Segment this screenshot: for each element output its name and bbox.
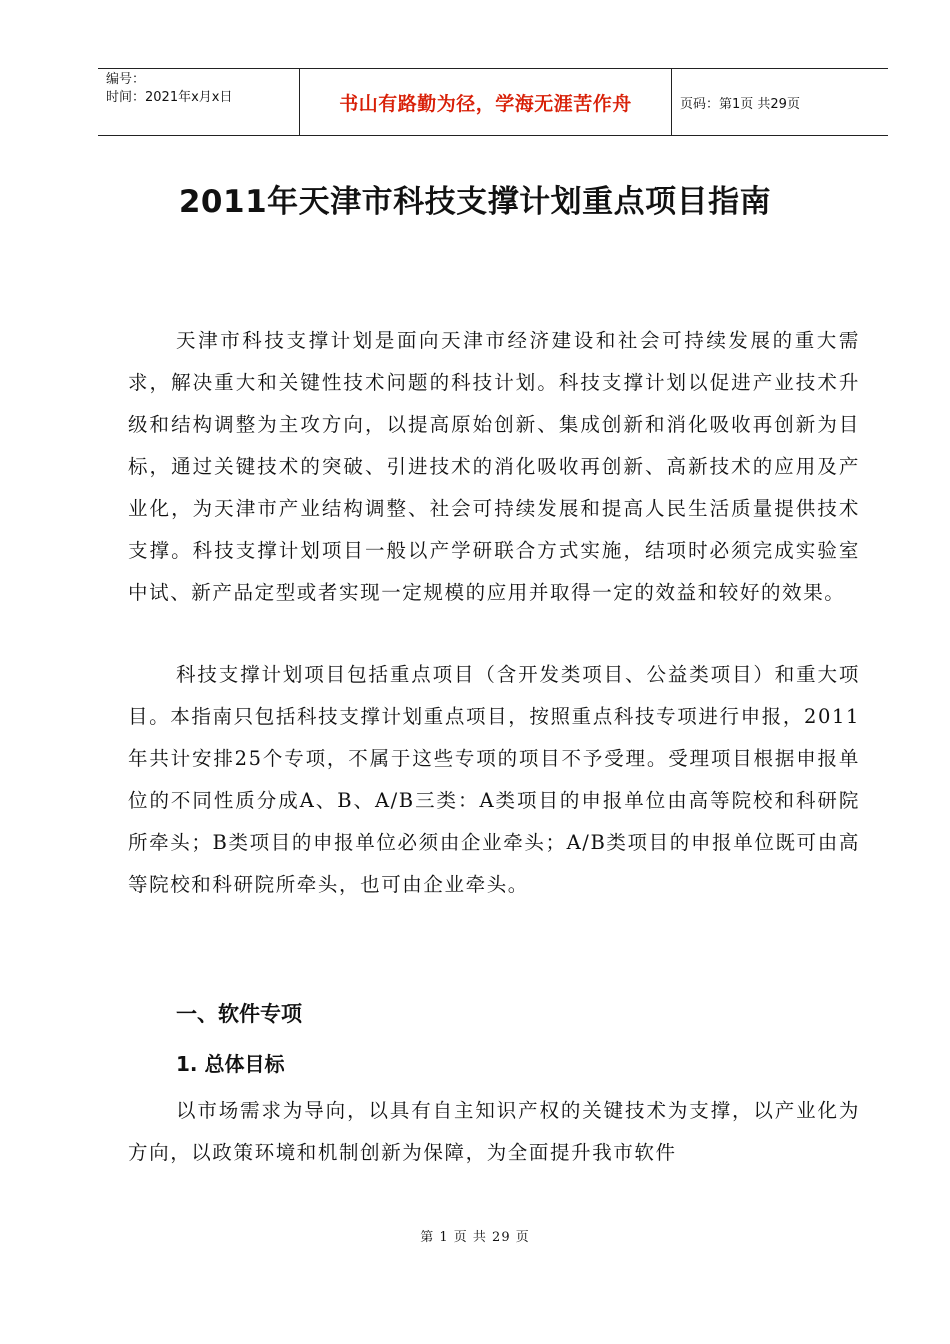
- header-time-label: 时间：2021年x月x日: [106, 90, 233, 105]
- document-title: 2011年天津市科技支撑计划重点项目指南: [178, 184, 772, 220]
- section-paragraph: 以市场需求为导向，以具有自主知识产权的关键技术为支撑，以产业化为方向，以政策环境和机制创新为保障，为全面提升我市软件: [128, 1099, 860, 1164]
- section-heading: 一、软件专项: [176, 1002, 302, 1026]
- header-number-label: 编号：: [106, 72, 146, 87]
- header-page-info: 页码：第1页 共29页: [680, 96, 800, 112]
- intro-paragraph-1: 天津市科技支撑计划是面向天津市经济建设和社会可持续发展的重大需求，解决重大和关键性技术问题的科技计划。科技支撑计划以促进产业技术升级和结构调整为主攻方向，以提高原始创新、集成创新和消化吸收再创新为目标，通过关键技术的突破、引进技术的消化吸收再创新、高新技术的应用及产业化，为天津市产业结构调整、社会可持续发展和提高人民生活质量提供技术支撑。科技支撑计划项目一般以产学研联合方式实施，结项时必须完成实验室中试、新产品定型或者实现一定规模的应用并取得一定的效益和较好的效果。: [128, 329, 860, 604]
- sub-heading: 1. 总体目标: [176, 1052, 285, 1076]
- header-motto: 书山有路勤为径，学海无涯苦作舟: [300, 69, 672, 135]
- header-meta: [98, 69, 300, 135]
- page-footer: 第 1 页 共 29 页: [420, 1230, 530, 1245]
- intro-paragraph-2: 科技支撑计划项目包括重点项目（含开发类项目、公益类项目）和重大项目。本指南只包括科技支撑计划重点项目，按照重点科技专项进行申报，2011年共计安排25个专项，不属于这些专项的项目不予受理。受理项目根据申报单位的不同性质分成A、B、A/B三类：A类项目的申报单位由高等院校和科研院所牵头；B类项目的申报单位必须由企业牵头；A/B类项目的申报单位既可由高等院校和科研院所牵头，也可由企业牵头。: [128, 663, 860, 896]
- document-header: [98, 68, 888, 136]
